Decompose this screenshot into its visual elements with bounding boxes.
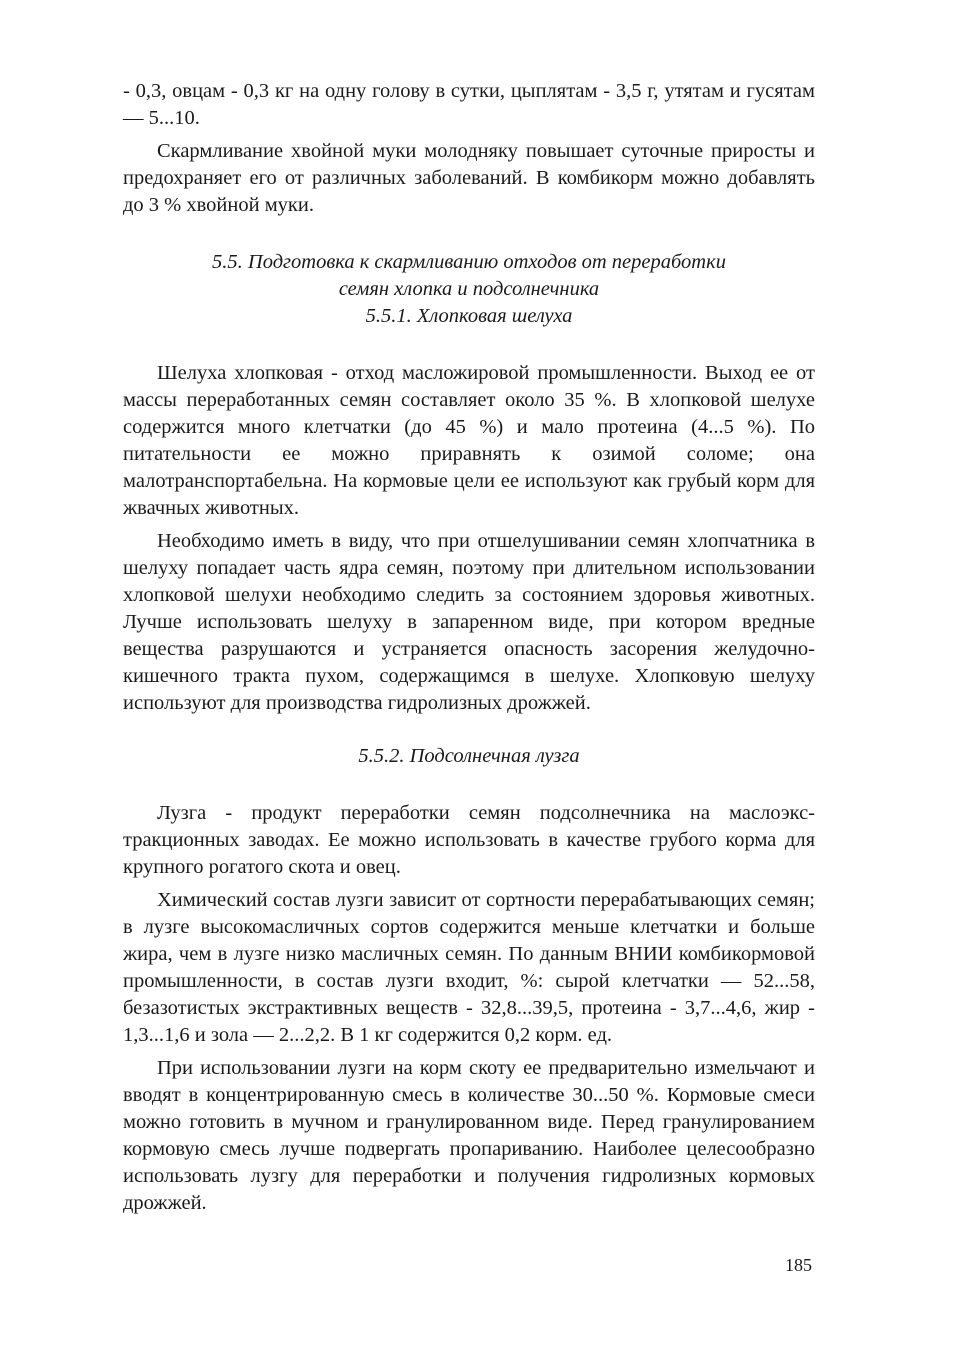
section-heading-line-1: 5.5. Подготовка к скармливанию отходов от переработки [212, 251, 726, 273]
subsection-heading-block [123, 743, 815, 770]
subsection-heading-cotton: 5.5.1. Хлопковая шелуха [365, 305, 573, 327]
paragraph-husk-intro: Лузга - продукт переработки семян подсолнечника на маслоэкстракционных заводах. Ее можно использовать в качестве грубого корма для крупного рогатого скота и овец. [123, 802, 815, 878]
paragraph-husk-usage: При использовании лузги на корм скоту ее предварительно измельчают и вводят в концентрированную смесь в количестве 30...50 %. Кормовые смеси можно готовить в мучном и гранулированном виде. Перед гранулированием кормовую смесь лучше подвергать пропариванию. Наиболее целесообразно использовать лузгу для переработки и получения гидролизных кормовых дрожжей. [123, 1057, 815, 1214]
section-heading [123, 249, 815, 330]
paragraph-husk-composition: Химический состав лузги зависит от сортности перерабатывающих семян; в лузге высокомасличных сортов содержится меньше клетчатки и больше жира, чем в лузге низко масличных семян. По данным ВНИИ комбикормовой промышленности, в состав лузги входит, %: сырой клетчатки — 52...58, безазотистых экстрактивных веществ - 32,8...39,5, протеина - 3,7...4,6, жир - 1,3...1,6 и зола — 2...2,2. В 1 кг содержится 0,2 корм. ед. [123, 889, 815, 1046]
page-body [123, 78, 815, 1223]
paragraph-cotton-husk-intro: Шелуха хлопковая - отход масложировой промышленности. Выход ее от массы переработанных семян составляет около 35 %. В хлопковой шелухе содержится много клетчатки (до 45 %) и мало протеина (4...5 %). По питательности ее можно приравнять к озимой соломе; она малотранспортабельна. На кормовые цели ее используют как грубый корм для жвачных животных. [123, 362, 815, 519]
section-heading-line-2: семян хлопка и подсолнечника [338, 278, 600, 300]
page-number: 185 [785, 1255, 812, 1275]
paragraph-pine-flour: Скармливание хвойной муки молодняку повышает суточные приросты и предохраняет его от различных заболеваний. В комбикорм можно добавлять до 3 % хвойной муки. [123, 140, 815, 216]
subsection-heading-sunflower: 5.5.2. Подсолнечная лузга [358, 745, 580, 767]
paragraph-feeding-rates: - 0,3, овцам - 0,3 кг на одну голову в сутки, цыплятам - 3,5 г, утятам и гусятам — 5...10. [123, 80, 815, 129]
paragraph-cotton-husk-usage: Необходимо иметь в виду, что при отшелушивании семян хлопчатника в шелуху попадает часть ядра семян, поэтому при длительном использовании хлопковой шелухи необходимо следить за состоянием здоровья животных. Лучше использовать шелуху в запаренном виде, при котором вредные вещества разрушаются и устраняется опасность засорения желудочно-кишечного тракта пухом, содержащимся в шелухе. Хлопковую шелуху используют для производства гидролизных дрожжей. [123, 530, 815, 714]
